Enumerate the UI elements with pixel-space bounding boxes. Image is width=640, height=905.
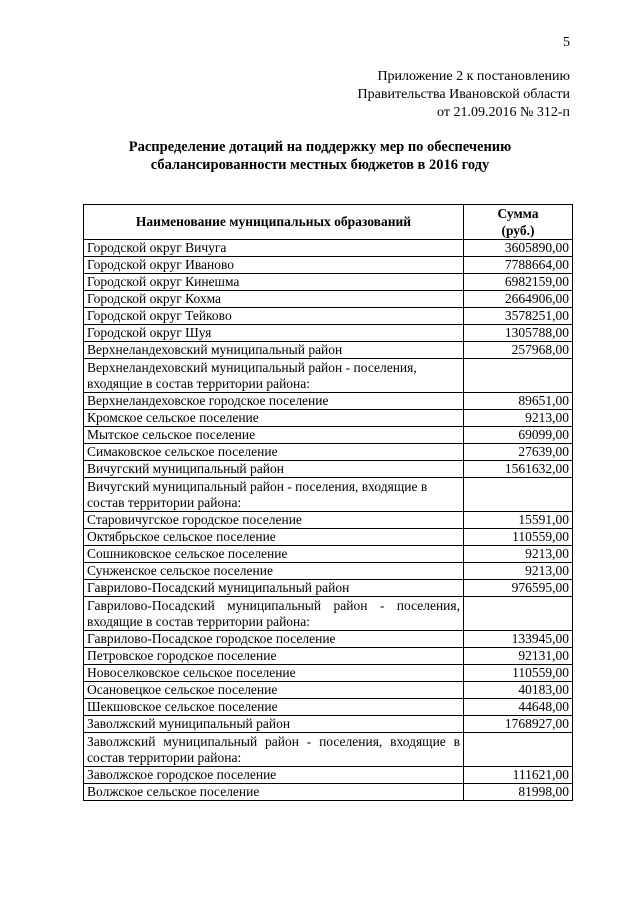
table-row	[84, 580, 573, 597]
title-line: Распределение дотаций на поддержку мер по обеспечению	[128, 139, 512, 155]
municipality-name-cell: Заволжский муниципальный район - поселения, входящие в состав территории района:	[84, 733, 464, 767]
municipality-name-cell: Шекшовское сельское поселение	[84, 699, 464, 716]
column-header-name: Наименование муниципальных образований	[84, 205, 464, 240]
amount-cell: 110559,00	[464, 665, 573, 682]
amount-cell: 7788664,00	[464, 257, 573, 274]
column-header-amount	[464, 205, 573, 240]
amount-cell: 81998,00	[464, 784, 573, 801]
document-title	[60, 138, 580, 174]
amount-cell: 133945,00	[464, 631, 573, 648]
table-row	[84, 733, 573, 767]
table-row	[84, 257, 573, 274]
municipality-name-cell: Городской округ Иваново	[84, 257, 464, 274]
appendix-line: Правительства Ивановской области	[357, 87, 570, 102]
table-row	[84, 784, 573, 801]
amount-cell: 6982159,00	[464, 274, 573, 291]
table-row	[84, 325, 573, 342]
amount-cell: 9213,00	[464, 563, 573, 580]
municipality-name-cell: Кромское сельское поселение	[84, 410, 464, 427]
amount-header-line: Сумма	[497, 206, 539, 221]
municipality-name-cell: Вичугский муниципальный район - поселения, входящие в состав территории района:	[84, 478, 464, 512]
amount-cell	[464, 733, 573, 767]
municipality-name-cell: Верхнеландеховское городское поселение	[84, 393, 464, 410]
table-row	[84, 767, 573, 784]
amount-cell: 9213,00	[464, 546, 573, 563]
municipality-name-cell: Городской округ Кохма	[84, 291, 464, 308]
municipality-name-cell: Мытское сельское поселение	[84, 427, 464, 444]
amount-cell: 1561632,00	[464, 461, 573, 478]
municipality-name-cell: Гаврилово-Посадский муниципальный район - поселения, входящие в состав территории района:	[84, 597, 464, 631]
municipality-name-cell: Городской округ Тейково	[84, 308, 464, 325]
amount-cell: 92131,00	[464, 648, 573, 665]
amount-cell: 15591,00	[464, 512, 573, 529]
amount-cell: 9213,00	[464, 410, 573, 427]
amount-cell: 27639,00	[464, 444, 573, 461]
table-row	[84, 716, 573, 733]
table-row	[84, 410, 573, 427]
municipality-name-cell: Осановецкое сельское поселение	[84, 682, 464, 699]
amount-cell: 3578251,00	[464, 308, 573, 325]
amount-cell: 976595,00	[464, 580, 573, 597]
amount-cell: 44648,00	[464, 699, 573, 716]
table-row	[84, 342, 573, 359]
title-line: сбалансированности местных бюджетов в 2016 году	[150, 157, 490, 173]
page-number: 5	[563, 35, 570, 50]
table-row	[84, 699, 573, 716]
municipality-name-cell: Сошниковское сельское поселение	[84, 546, 464, 563]
amount-cell: 1768927,00	[464, 716, 573, 733]
municipality-name-cell: Верхнеландеховский муниципальный район - поселения, входящие в состав территории района:	[84, 359, 464, 393]
table-row	[84, 597, 573, 631]
table-row	[84, 427, 573, 444]
amount-cell: 257968,00	[464, 342, 573, 359]
table-row	[84, 478, 573, 512]
amount-cell: 110559,00	[464, 529, 573, 546]
table-row	[84, 563, 573, 580]
appendix-reference	[358, 68, 570, 122]
amount-cell: 2664906,00	[464, 291, 573, 308]
table-row	[84, 461, 573, 478]
municipality-name-cell: Заволжский муниципальный район	[84, 716, 464, 733]
municipality-name-cell: Городской округ Вичуга	[84, 240, 464, 257]
table-row	[84, 393, 573, 410]
amount-cell: 89651,00	[464, 393, 573, 410]
municipality-name-cell: Верхнеландеховский муниципальный район	[84, 342, 464, 359]
table-row	[84, 665, 573, 682]
table-row	[84, 359, 573, 393]
amount-cell: 3605890,00	[464, 240, 573, 257]
table-row	[84, 529, 573, 546]
municipality-name-cell: Городской округ Кинешма	[84, 274, 464, 291]
municipality-name-cell: Городской округ Шуя	[84, 325, 464, 342]
table-row	[84, 291, 573, 308]
amount-cell	[464, 478, 573, 512]
municipality-name-cell: Заволжское городское поселение	[84, 767, 464, 784]
municipality-name-cell: Октябрьское сельское поселение	[84, 529, 464, 546]
amount-cell	[464, 597, 573, 631]
grants-table	[83, 204, 573, 801]
appendix-line: от 21.09.2016 № 312-п	[437, 105, 570, 120]
table-row	[84, 512, 573, 529]
table-row	[84, 546, 573, 563]
amount-cell: 1305788,00	[464, 325, 573, 342]
amount-cell: 69099,00	[464, 427, 573, 444]
municipality-name-cell: Новоселковское сельское поселение	[84, 665, 464, 682]
table-row	[84, 308, 573, 325]
municipality-name-cell: Старовичугское городское поселение	[84, 512, 464, 529]
table-row	[84, 444, 573, 461]
municipality-name-cell: Гаврилово-Посадский муниципальный район	[84, 580, 464, 597]
municipality-name-cell: Симаковское сельское поселение	[84, 444, 464, 461]
table-row	[84, 631, 573, 648]
table-row	[84, 274, 573, 291]
amount-header-line: (руб.)	[501, 223, 535, 238]
amount-cell: 40183,00	[464, 682, 573, 699]
municipality-name-cell: Петровское городское поселение	[84, 648, 464, 665]
municipality-name-cell: Сунженское сельское поселение	[84, 563, 464, 580]
table-row	[84, 682, 573, 699]
amount-cell	[464, 359, 573, 393]
municipality-name-cell: Вичугский муниципальный район	[84, 461, 464, 478]
table-row	[84, 648, 573, 665]
appendix-line: Приложение 2 к постановлению	[377, 69, 570, 84]
table-row	[84, 240, 573, 257]
municipality-name-cell: Гаврилово-Посадское городское поселение	[84, 631, 464, 648]
table-header-row	[84, 205, 573, 240]
municipality-name-cell: Волжское сельское поселение	[84, 784, 464, 801]
amount-cell: 111621,00	[464, 767, 573, 784]
